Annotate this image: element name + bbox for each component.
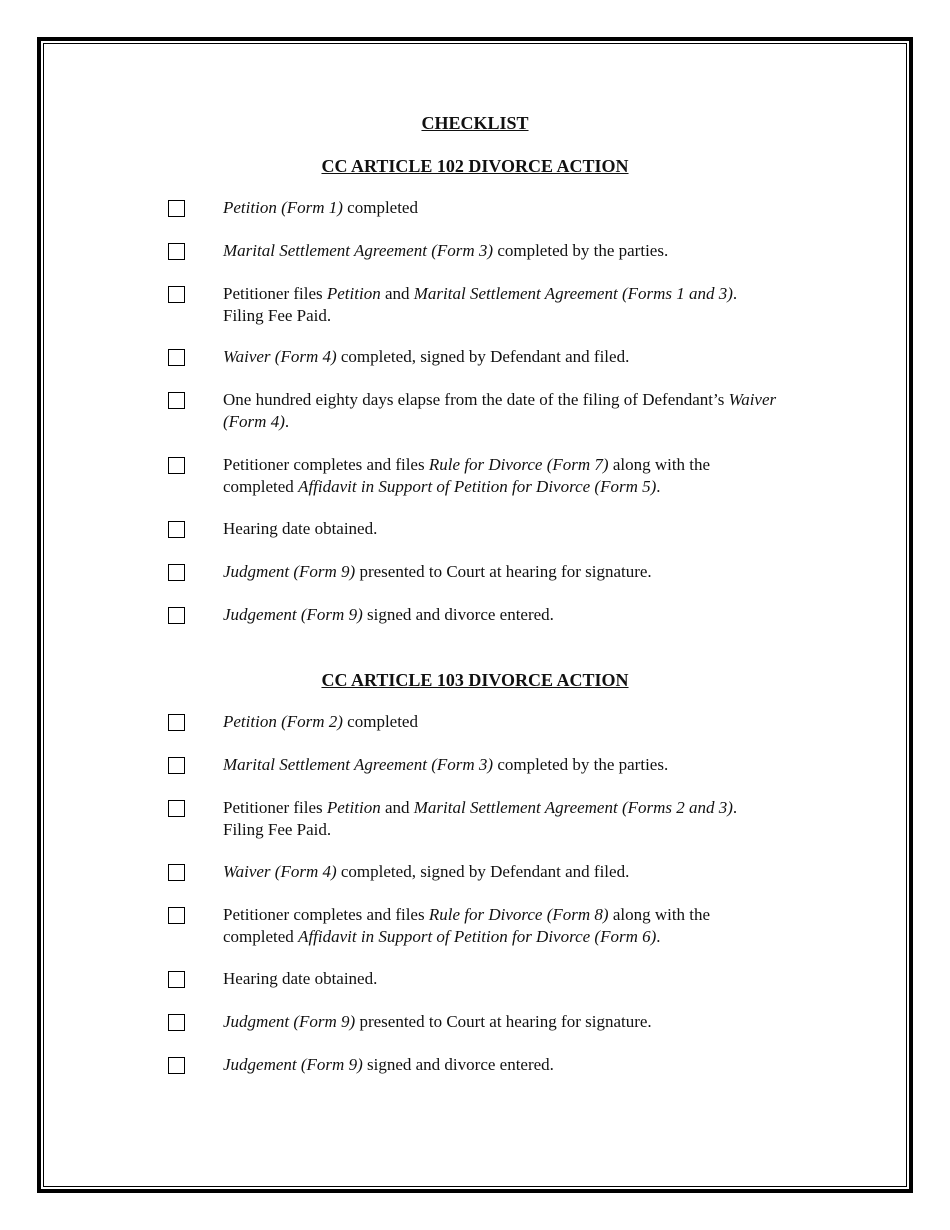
item-text-run: Petitioner files: [223, 284, 327, 303]
checklist-item-text: [223, 797, 838, 841]
checklist-item-text: [223, 968, 838, 990]
checklist-item-text: [223, 283, 838, 327]
item-text-run: signed and divorce entered.: [362, 1055, 554, 1074]
checklist-item-text: [223, 904, 838, 948]
checklist-item-text: [223, 240, 838, 262]
item-text-run: presented to Court at hearing for signature.: [355, 1012, 652, 1031]
form-reference-text: Judgement (Form 9): [223, 605, 363, 624]
item-text-run: Hearing date obtained.: [223, 969, 378, 988]
form-reference-text: Judgment (Form 9): [223, 1012, 356, 1031]
item-text-run: completed, signed by Defendant and filed.: [336, 862, 630, 881]
form-reference-text: Petition (Form 1): [223, 198, 343, 217]
item-text-run: and: [380, 798, 414, 817]
checkbox[interactable]: [168, 200, 185, 217]
item-text-run: Petitioner files: [223, 798, 327, 817]
form-reference-text: Judgment (Form 9): [223, 562, 356, 581]
item-text-run: One hundred eighty days elapse from the date of the filing of Defendant’s: [223, 390, 729, 409]
item-text-run: Petitioner completes and files: [223, 455, 429, 474]
form-reference-text: Petition: [326, 284, 381, 303]
item-text-run: completed: [223, 927, 299, 946]
item-text-run: completed: [342, 198, 418, 217]
checkbox[interactable]: [168, 286, 185, 303]
checkbox[interactable]: [168, 392, 185, 409]
item-text-run: Petitioner completes and files: [223, 905, 429, 924]
checklist-item-text: [223, 1011, 838, 1033]
checkbox[interactable]: [168, 457, 185, 474]
checkbox[interactable]: [168, 800, 185, 817]
form-reference-text: Petition: [326, 798, 381, 817]
item-text-run: completed: [342, 712, 418, 731]
form-reference-text: Marital Settlement Agreement (Form 3): [223, 755, 494, 774]
form-reference-text: Marital Settlement Agreement (Forms 1 and 3): [413, 284, 733, 303]
item-text-run: Filing Fee Paid.: [223, 306, 332, 325]
form-reference-text: Rule for Divorce (Form 8): [428, 905, 609, 924]
section-heading-article-103: CC ARTICLE 103 DIVORCE ACTION: [321, 670, 629, 690]
section-heading-article-102: CC ARTICLE 102 DIVORCE ACTION: [321, 156, 629, 176]
checkbox[interactable]: [168, 1014, 185, 1031]
item-text-run: presented to Court at hearing for signature.: [355, 562, 652, 581]
item-text-run: Filing Fee Paid.: [223, 820, 332, 839]
form-reference-text: Affidavit in Support of Petition for Divorce (Form 5): [298, 477, 657, 496]
form-reference-text: Waiver (Form 4): [223, 347, 337, 366]
item-text-run: along with the: [608, 905, 711, 924]
item-text-run: and: [380, 284, 414, 303]
checklist-item-text: [223, 197, 838, 219]
checklist-item-text: [223, 346, 838, 368]
checklist-item-text: [223, 1054, 838, 1076]
item-text-run: .: [732, 284, 738, 303]
form-reference-text: (Form 4): [223, 412, 285, 431]
item-text-run: Hearing date obtained.: [223, 519, 378, 538]
checklist-item-text: [223, 561, 838, 583]
form-reference-text: Petition (Form 2): [223, 712, 343, 731]
checkbox[interactable]: [168, 907, 185, 924]
form-reference-text: Marital Settlement Agreement (Forms 2 and 3): [413, 798, 733, 817]
checkbox[interactable]: [168, 757, 185, 774]
form-reference-text: Affidavit in Support of Petition for Divorce (Form 6): [298, 927, 657, 946]
item-text-run: .: [284, 412, 290, 431]
checklist-item-text: [223, 454, 838, 498]
item-text-run: completed by the parties.: [493, 241, 669, 260]
checklist-item-text: [223, 711, 838, 733]
checklist-item-text: [223, 518, 838, 540]
checkbox[interactable]: [168, 349, 185, 366]
checkbox[interactable]: [168, 521, 185, 538]
form-reference-text: Rule for Divorce (Form 7): [428, 455, 609, 474]
item-text-run: .: [656, 477, 661, 496]
checklist-item-text: [223, 754, 838, 776]
checklist-item-text: [223, 604, 838, 626]
checkbox[interactable]: [168, 864, 185, 881]
checklist-item-text: [223, 861, 838, 883]
checklist-title: CHECKLIST: [421, 113, 529, 133]
form-reference-text: Waiver: [728, 390, 777, 409]
checkbox[interactable]: [168, 971, 185, 988]
item-text-run: signed and divorce entered.: [362, 605, 554, 624]
item-text-run: completed, signed by Defendant and filed.: [336, 347, 630, 366]
checkbox[interactable]: [168, 564, 185, 581]
item-text-run: completed: [223, 477, 299, 496]
checkbox[interactable]: [168, 714, 185, 731]
item-text-run: .: [656, 927, 661, 946]
checkbox[interactable]: [168, 607, 185, 624]
form-reference-text: Judgement (Form 9): [223, 1055, 363, 1074]
checklist-item-text: [223, 389, 838, 433]
checkbox[interactable]: [168, 1057, 185, 1074]
item-text-run: completed by the parties.: [493, 755, 669, 774]
form-reference-text: Waiver (Form 4): [223, 862, 337, 881]
item-text-run: along with the: [608, 455, 711, 474]
checkbox[interactable]: [168, 243, 185, 260]
item-text-run: .: [732, 798, 738, 817]
form-reference-text: Marital Settlement Agreement (Form 3): [223, 241, 494, 260]
